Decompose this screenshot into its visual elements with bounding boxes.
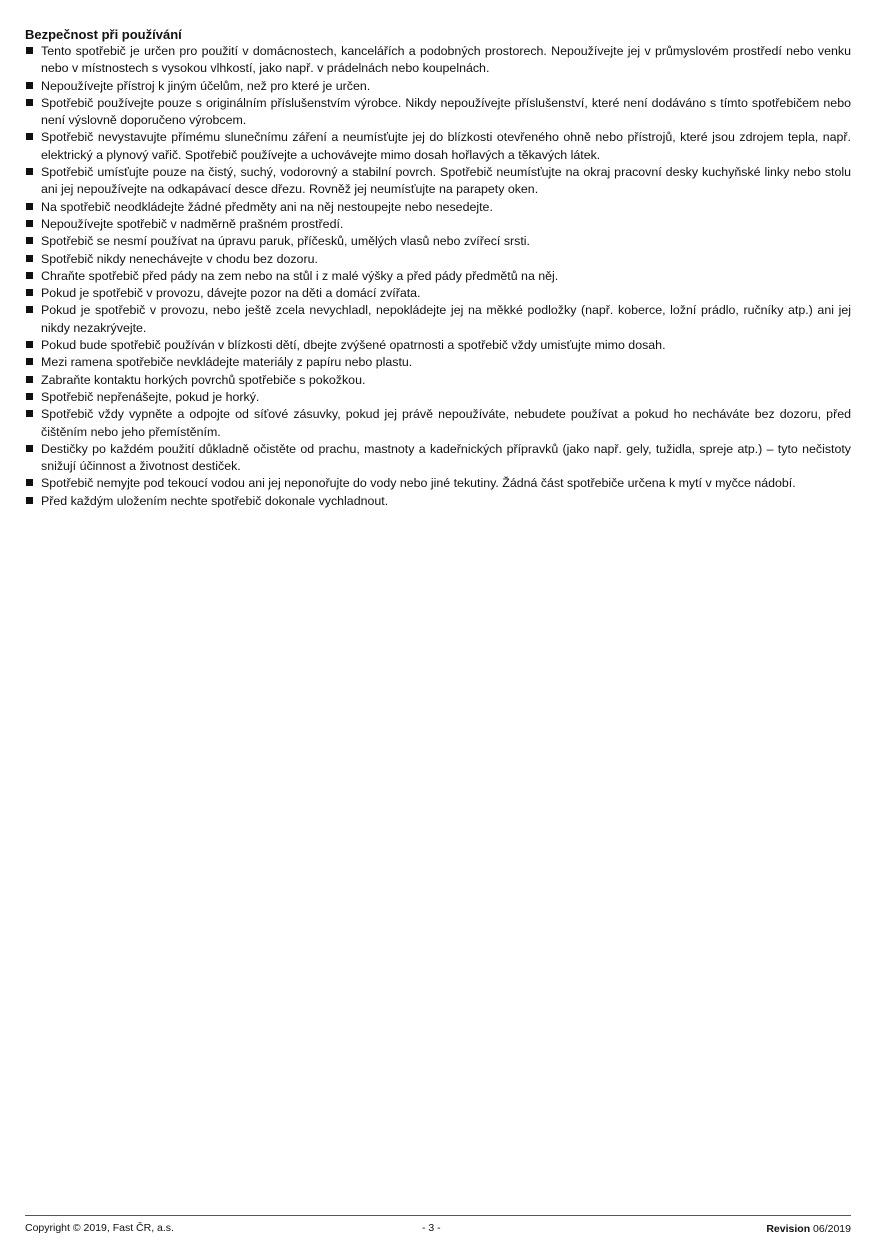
list-item-text: Nepoužívejte spotřebič v nadměrně prašném prostředí. (41, 216, 344, 231)
list-item-text: Pokud je spotřebič v provozu, dávejte pozor na děti a domácí zvířata. (41, 286, 421, 301)
list-item (25, 216, 851, 233)
list-item-text: Spotřebič nepřenášejte, pokud je horký. (41, 389, 260, 404)
square-bullet-icon (26, 479, 33, 486)
list-item (25, 372, 851, 389)
square-bullet-icon (26, 220, 33, 227)
square-bullet-icon (26, 255, 33, 262)
list-item (25, 251, 851, 268)
square-bullet-icon (26, 168, 33, 175)
square-bullet-icon (26, 341, 33, 348)
list-item-text: Tento spotřebič je určen pro použití v domácnostech, kancelářích a podobných prostorech. Nepoužívejte jej v průmyslovém prostředí nebo venku nebo v místnostech s vysokou vlhkostí, jako např. v prádelnách nebo koupelnách. (41, 44, 851, 76)
footer-revision (766, 1219, 851, 1239)
square-bullet-icon (26, 289, 33, 296)
list-item (25, 129, 851, 164)
square-bullet-icon (26, 272, 33, 279)
list-item-text: Spotřebič nemyjte pod tekoucí vodou ani jej neponořujte do vody nebo jiné tekutiny. Žádná část spotřebiče určena k mytí v myčce nádobí. (41, 476, 796, 491)
list-item (25, 233, 851, 250)
list-item-text: Pokud bude spotřebič používán v blízkosti dětí, dbejte zvýšené opatrnosti a spotřebič vždy umisťujte mimo dosah. (41, 338, 666, 353)
square-bullet-icon (26, 203, 33, 210)
list-item (25, 406, 851, 441)
square-bullet-icon (26, 99, 33, 106)
list-item (25, 78, 851, 95)
list-item (25, 164, 851, 199)
list-item-text: Spotřebič se nesmí používat na úpravu paruk, příčesků, umělých vlasů nebo zvířecí srsti. (41, 234, 530, 249)
list-item-text: Nepoužívejte přístroj k jiným účelům, než pro které je určen. (41, 78, 371, 93)
list-item (25, 389, 851, 406)
page-footer (25, 1215, 851, 1240)
square-bullet-icon (26, 445, 33, 452)
square-bullet-icon (26, 133, 33, 140)
revision-label: Revision (766, 1223, 811, 1235)
square-bullet-icon (26, 393, 33, 400)
square-bullet-icon (26, 82, 33, 89)
list-item (25, 337, 851, 354)
square-bullet-icon (26, 237, 33, 244)
square-bullet-icon (26, 47, 33, 54)
list-item (25, 199, 851, 216)
square-bullet-icon (26, 306, 33, 313)
list-item-text: Spotřebič nevystavujte přímému slunečnímu záření a neumísťujte jej do blízkosti otevřeného ohně nebo přístrojů, které jsou zdrojem tepla, např. elektrický a plynový vařič. Spotřebič používejte a uchovávejte mimo dosah hořlavých a těkavých látek. (41, 130, 851, 162)
list-item-text: Destičky po každém použití důkladně očistěte od prachu, mastnoty a kadeřnických přípravků (jako např. gely, tužidla, spreje atp.) – tyto nečistoty snižují účinnost a životnost destiček. (41, 441, 851, 474)
list-item (25, 268, 851, 285)
list-item-text: Pokud je spotřebič v provozu, nebo ještě zcela nevychladl, nepokládejte jej na měkké podložky (např. koberce, ložní prádlo, ručníky atp.) ani jej nikdy nezakrývejte. (41, 303, 851, 335)
content-area (25, 26, 851, 510)
list-item-text: Spotřebič umísťujte pouze na čistý, suchý, vodorovný a stabilní povrch. Spotřebič neumísťujte na okraj pracovní desky kuchyňské linky nebo stolu ani jej nepoužívejte na odkapávací desce dřezu. Rovněž jej neumísťujte na parapety oken. (41, 165, 851, 197)
list-item (25, 95, 851, 130)
list-item-text: Na spotřebič neodkládejte žádné předměty ani na něj nestoupejte nebo nesedejte. (41, 199, 493, 214)
list-item (25, 493, 851, 510)
list-item (25, 285, 851, 302)
list-item-text: Před každým uložením nechte spotřebič dokonale vychladnout. (41, 493, 389, 508)
square-bullet-icon (26, 410, 33, 417)
list-item (25, 43, 851, 78)
section-title: Bezpečnost při používání (25, 27, 182, 42)
list-item (25, 354, 851, 371)
list-item-text: Mezi ramena spotřebiče nevkládejte materiály z papíru nebo plastu. (41, 355, 413, 370)
list-item-text: Chraňte spotřebič před pády na zem nebo na stůl i z malé výšky a před pády předmětů na něj. (41, 268, 559, 283)
list-item (25, 441, 851, 476)
footer-copyright: Copyright © 2019, Fast ČR, a.s. (25, 1222, 174, 1234)
square-bullet-icon (26, 497, 33, 504)
list-item (25, 475, 851, 492)
list-item-text: Spotřebič vždy vypněte a odpojte od síťové zásuvky, pokud jej právě nepoužíváte, nebudete používat a pokud ho necháváte bez dozoru, před čištěním nebo jeho přemístěním. (41, 407, 851, 439)
list-item-text: Spotřebič nikdy nenechávejte v chodu bez dozoru. (41, 251, 318, 266)
square-bullet-icon (26, 376, 33, 383)
list-item-text: Zabraňte kontaktu horkých povrchů spotřebiče s pokožkou. (41, 372, 366, 387)
safety-bullet-list (25, 43, 851, 510)
footer-page-number: - 3 - (422, 1222, 441, 1234)
square-bullet-icon (26, 358, 33, 365)
revision-date: 06/2019 (813, 1223, 851, 1235)
list-item-text: Spotřebič používejte pouze s originálním příslušenstvím výrobce. Nikdy nepoužívejte příslušenství, které není dodáváno s tímto spotřebičem nebo není výslovně doporučeno výrobcem. (41, 95, 851, 128)
list-item (25, 302, 851, 337)
